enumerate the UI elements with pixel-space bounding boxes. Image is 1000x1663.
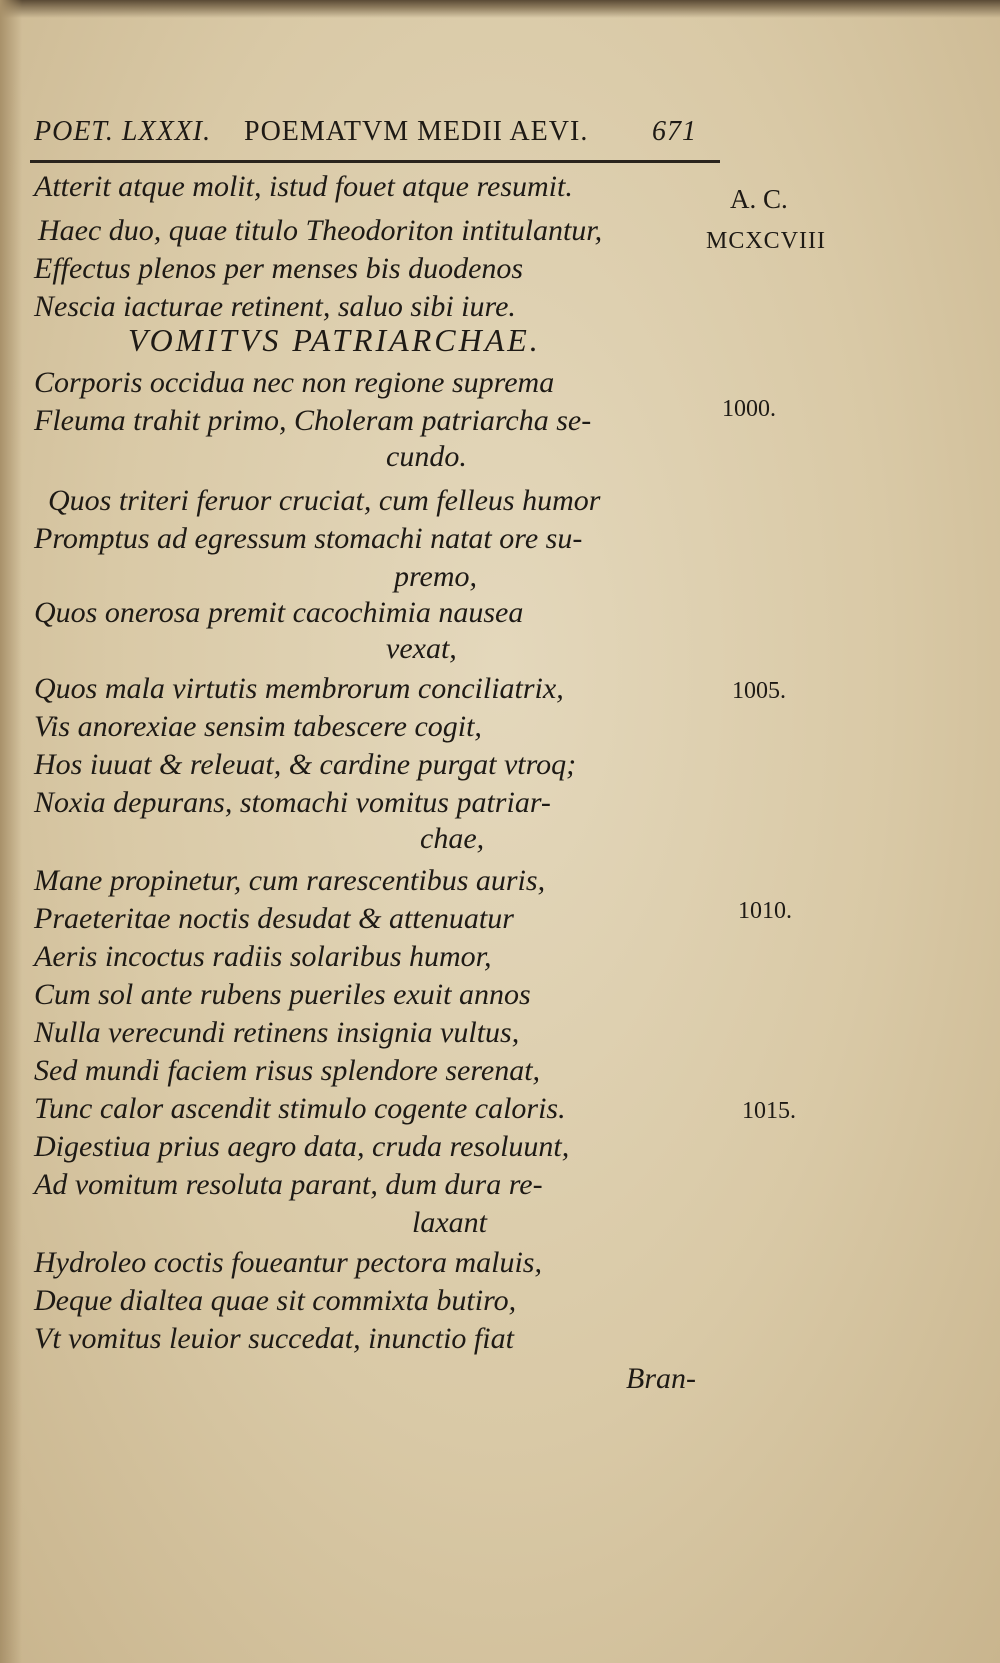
line-number-1005: 1005. (732, 678, 786, 704)
verse-line: Deque dialtea quae sit commixta butiro, (34, 1284, 517, 1317)
page-edge-top (0, 0, 1000, 18)
verse-line: Aeris incoctus radiis solaribus humor, (34, 940, 492, 973)
verse-line: chae, (420, 822, 485, 855)
verse-line: Hos iuuat & releuat, & cardine purgat vtroq; (34, 748, 577, 781)
verse-line: Hydroleo coctis foueantur pectora maluis, (34, 1246, 542, 1279)
verse-line: Haec duo, quae titulo Theodoriton intitulantur, (38, 214, 603, 247)
verse-line: Ad vomitum resoluta parant, dum dura re- (34, 1168, 543, 1201)
verse-line: Quos onerosa premit cacochimia nausea (34, 596, 524, 629)
era-label: A. C. (730, 184, 788, 214)
header-title: POEMATVM MEDII AEVI. (244, 116, 589, 147)
verse-line: Mane propinetur, cum rarescentibus auris, (34, 864, 546, 897)
verse-line: Corporis occidua nec non regione suprema (34, 366, 555, 399)
year-label: MCXCVIII (706, 228, 826, 254)
verse-line: vexat, (386, 632, 457, 665)
verse-line: cundo. (386, 440, 467, 473)
verse-line: Quos triteri feruor cruciat, cum felleus humor (48, 484, 601, 517)
line-number-1010: 1010. (738, 898, 792, 924)
verse-line: Promptus ad egressum stomachi natat ore su- (34, 522, 583, 555)
verse-line: Noxia depurans, stomachi vomitus patriar- (34, 786, 551, 819)
line-number-1000: 1000. (722, 396, 776, 422)
verse-line: Vt vomitus leuior succedat, inunctio fiat (34, 1322, 514, 1355)
verse-line: Nulla verecundi retinens insignia vultus, (34, 1016, 520, 1049)
line-number-1015: 1015. (742, 1098, 796, 1124)
header-rule (30, 160, 720, 163)
verse-line: premo, (394, 560, 478, 593)
verse-line: Atterit atque molit, istud fouet atque resumit. (34, 170, 573, 203)
verse-line: Cum sol ante rubens pueriles exuit annos (34, 978, 531, 1011)
poem-title: VOMITVS PATRIARCHAE. (128, 322, 541, 358)
verse-line: Tunc calor ascendit stimulo cogente caloris. (34, 1092, 566, 1125)
verse-line: laxant (412, 1206, 487, 1239)
verse-line: Praeteritae noctis desudat & attenuatur (34, 902, 514, 935)
page-number: 671 (652, 116, 697, 147)
catchword: Bran- (626, 1362, 696, 1395)
page-edge-left (0, 0, 22, 1663)
verse-line: Fleuma trahit primo, Choleram patriarcha se- (34, 404, 592, 437)
verse-line: Quos mala virtutis membrorum conciliatrix, (34, 672, 564, 705)
running-header (34, 112, 714, 156)
verse-line: Digestiua prius aegro data, cruda resoluunt, (34, 1130, 570, 1163)
verse-line: Nescia iacturae retinent, saluo sibi iure. (34, 290, 516, 323)
header-section-label: POET. LXXXI. (34, 116, 212, 147)
verse-line: Vis anorexiae sensim tabescere cogit, (34, 710, 482, 743)
verse-line: Sed mundi faciem risus splendore serenat, (34, 1054, 541, 1087)
verse-line: Effectus plenos per menses bis duodenos (34, 252, 524, 285)
